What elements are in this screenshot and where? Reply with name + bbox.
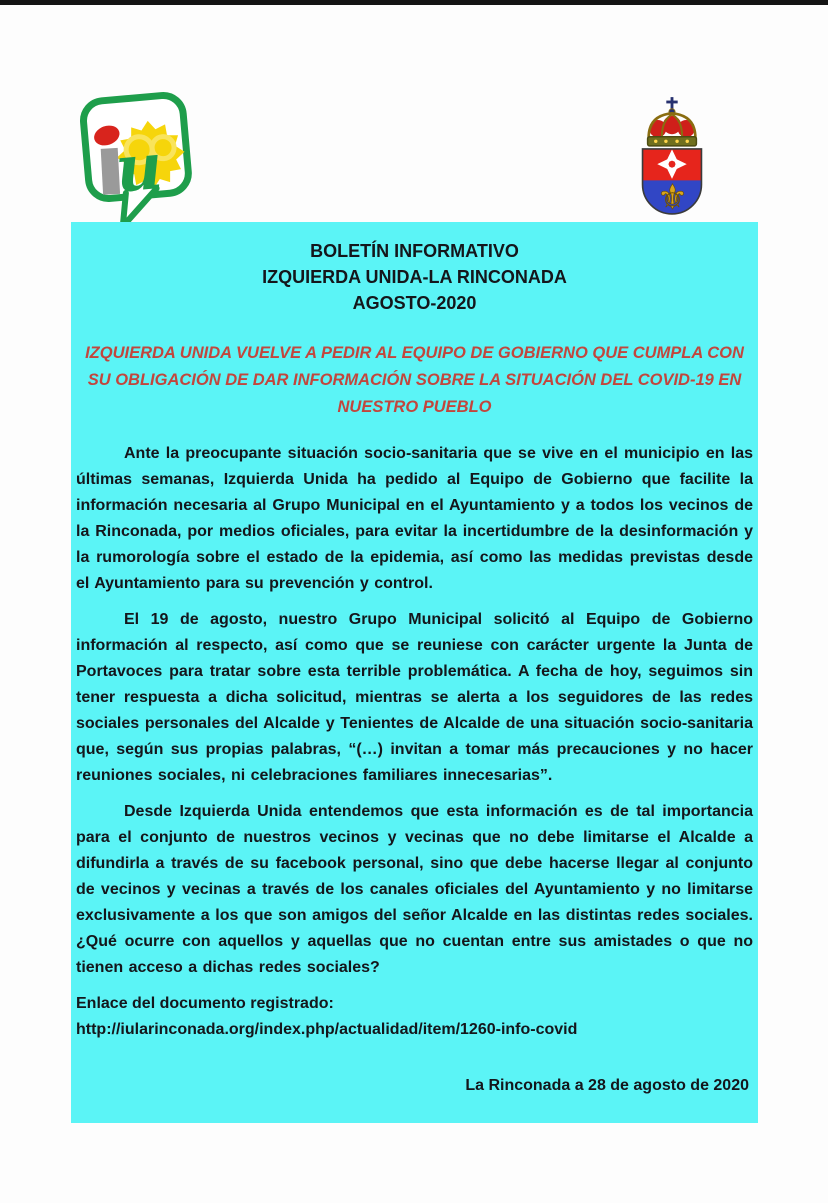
bulletin-title-line-3: AGOSTO-2020 [352,293,477,313]
crown-band-dot [675,140,678,143]
izquierda-unida-logo-icon [76,88,196,228]
crown-band-dot [654,140,657,143]
bulletin-headline: IZQUIERDA UNIDA VUELVE A PEDIR AL EQUIPO DE GOBIERNO QUE CUMPLA CON SU OBLIGACIÓN DE DAR INFORMACIÓN SOBRE LA SITUACIÓN DEL COVID-19 EN NUESTRO PUEBLO [85,344,744,416]
link-label: Enlace del documento registrado: [76,995,334,1012]
paragraph-1: Ante la preocupante situación socio-sanitaria que se vive en el municipio en las últimas semanas, Izquierda Unida ha pedido al Equipo de Gobierno que facilite la información necesaria al Grupo Municipal en el Ayuntamiento y a todos los vecinos de la Rinconada, por medios oficiales, para evitar la incertidumbre de la desinformación y la rumorología sobre el estado de la epidemia, así como las medidas previstas desde el Ayuntamiento para su prevención y control. [76,445,753,592]
bulletin-body [71,222,758,1123]
paragraph-2: El 19 de agosto, nuestro Grupo Municipal solicitó al Equipo de Gobierno información al respecto, así como que se reuniese con carácter urgente la Junta de Portavoces para tratar sobre esta terrible problemática. A fecha de hoy, seguimos sin tener respuesta a dicha solicitud, mientras se alerta a los seguidores de las redes sociales personales del Alcalde y Tenientes de Alcalde de una situación socio-sanitaria que, según sus propias palabras, “(…) invitan a tomar más precauciones y no hacer reuniones sociales, ni celebraciones familiares innecesarias”. [76,611,753,784]
bulletin-title-line-1: BOLETÍN INFORMATIVO [310,241,519,261]
crown-cross-arm [666,101,677,104]
dateline: La Rinconada a 28 de agosto de 2020 [465,1077,749,1094]
paragraph-3: Desde Izquierda Unida entendemos que esta información es de tal importancia para el conjunto de nuestros vecinos y vecinas que no debe limitarse el Alcalde a difundirla a través de su facebook personal, sino que debe hacerse llegar al conjunto de vecinos y vecinas a través de los canales oficiales del Ayuntamiento y no limitarse exclusivamente a los que son amigos del señor Alcalde en las distintas redes sociales. ¿Qué ocurre con aquellos y aquellas que no cuentan entre sus amistades o que no tienen acceso a dichas redes sociales? [76,803,753,976]
registered-document-link-block [76,991,753,1043]
la-rinconada-coat-of-arms-icon [634,90,710,218]
fleur-de-lis: ⚜ [657,177,688,218]
document-link[interactable]: http://iularinconada.org/index.php/actualidad/item/1260-info-covid [76,1021,578,1038]
bulletin-title-block [76,238,753,316]
crown-band-dot [664,140,667,143]
crown-band-dot [686,140,689,143]
bulletin-title-line-2: IZQUIERDA UNIDA-LA RINCONADA [262,267,567,287]
iu-speech-bubble-icon [76,88,196,228]
coat-of-arms-icon [634,90,710,218]
letter-u: u [112,128,166,208]
scan-top-bar [0,0,828,5]
